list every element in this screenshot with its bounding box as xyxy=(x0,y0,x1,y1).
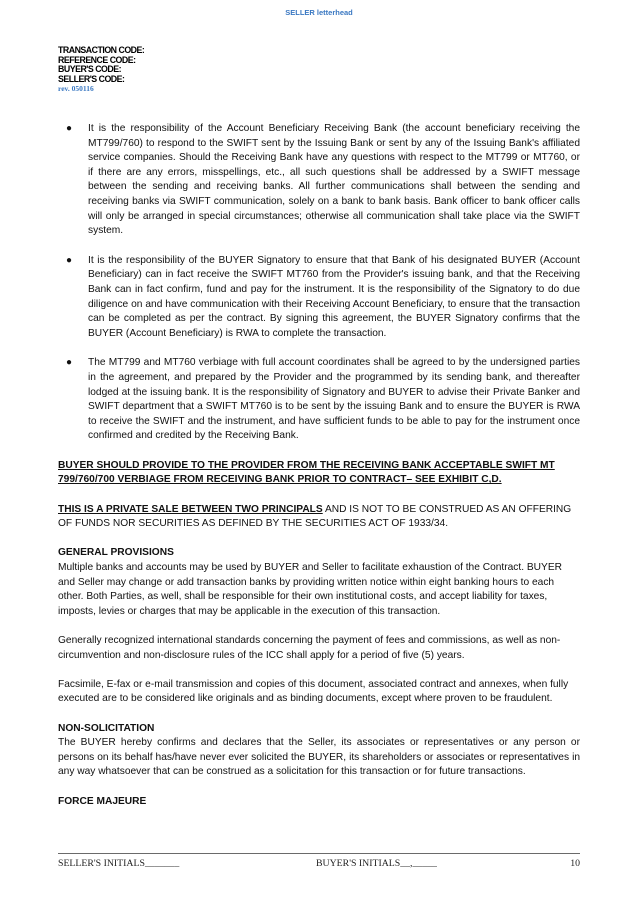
document-body xyxy=(58,122,580,809)
page-footer xyxy=(58,853,580,869)
private-sale-bold: THIS IS A PRIVATE SALE BETWEEN TWO PRINCIPALS xyxy=(58,503,323,515)
letterhead-title: SELLER letterhead xyxy=(285,8,353,17)
code-block xyxy=(58,46,144,94)
bullet-icon: ● xyxy=(66,254,73,266)
list-item xyxy=(58,122,580,239)
revision-label: rev. 050116 xyxy=(58,84,94,94)
list-item xyxy=(58,356,580,444)
private-sale-statement xyxy=(58,503,580,532)
force-majeure-heading: FORCE MAJEURE xyxy=(58,795,147,807)
seller-code-label: SELLER'S CODE: xyxy=(58,73,125,84)
non-solicitation-paragraph: The BUYER hereby confirms and declares that the Seller, its associates or representatives or any person or persons on its behalf has/have never ever solicited the BUYER, its shareholders or associates or representatives in any way whatsoever that can be construed as a solicitation for this transaction or for future transactions. xyxy=(58,737,580,778)
general-provisions-paragraph-3: Facsimile, E-fax or e-mail transmission and copies of this document, associated contract and annexes, when fully executed are to be considered like originals and as binding documents, except where proven to be fraudulent. xyxy=(58,678,569,705)
page-number: 10 xyxy=(570,858,580,869)
general-provisions-heading: GENERAL PROVISIONS xyxy=(58,547,174,559)
buyer-notice: BUYER SHOULD PROVIDE TO THE PROVIDER FROM THE RECEIVING BANK ACCEPTABLE SWIFT MT 799/760/700 VERBIAGE FROM RECEIVING BANK PRIOR TO CONTRACT– SEE EXHIBIT C,D. xyxy=(58,459,555,486)
list-item-text: It is the responsibility of the BUYER Signatory to ensure that that Bank of his designated BUYER (Account Beneficiary) can in fact receive the SWIFT MT760 from the Provider's issuing bank, and that the Receiving Bank can in fact confirm, fund and pay for the instrument. It is the responsibility of the Signatory to do due diligence on and have communication with their Receiving Account Beneficiary, to ensure that the transaction can be completed as per the contract. By signing this agreement, the BUYER Signatory confirms that the BUYER (Account Beneficiary) is RWA to complete the transaction. xyxy=(88,254,580,339)
list-item-text: The MT799 and MT760 verbiage with full account coordinates shall be agreed to by the undersigned parties in the agreement, and prepared by the Provider and the programmed by its sending bank, and thereafter lodged at the issuing bank. It is the responsibility of Signatory and BUYER to advise their Private Banker and SWIFT department that a SWIFT MT760 is to be sent by the issuing Bank and to ensure the BUYER is RWA to receive the SWIFT and the instrument, and have sufficient funds to be able to pay for the instrument once confirmed and credited by the Receiving Bank. xyxy=(88,357,580,442)
seller-initials: SELLER'S INITIALS_______ xyxy=(58,858,180,869)
transaction-code-label: TRANSACTION CODE: xyxy=(58,45,145,55)
reference-code-label: REFERENCE CODE: xyxy=(58,54,136,65)
private-sale-rest: AND IS NOT TO BE CONSTRUED AS AN OFFERING OF FUNDS NOR SECURITIES AS DEFINED BY THE SECURITIES ACT OF 1933/34. xyxy=(58,503,572,530)
bullet-icon: ● xyxy=(66,357,73,369)
buyer-initials: BUYER'S INITIALS__,_____ xyxy=(316,858,437,869)
responsibility-list xyxy=(58,122,580,444)
buyer-code-label: BUYER'S CODE: xyxy=(58,64,122,75)
non-solicitation-heading: NON-SOLICITATION xyxy=(58,722,155,734)
general-provisions-paragraph-1: Multiple banks and accounts may be used by BUYER and Seller to facilitate exhaustion of the Contract. BUYER and Seller may change or add transaction banks by providing written notice within eight banking hours to each other. Both Parties, as well, shall be responsible for their own institutional costs, and accept liability for taxes, imposts, levies or charges that may be applicable in the execution of this transaction. xyxy=(58,562,562,617)
list-item-text: It is the responsibility of the Account Beneficiary Receiving Bank (the account beneficiary receiving the MT799/760) to respond to the SWIFT sent by the Issuing Bank or sent by any of the Issuing Bank's affiliated service companies. Should the Receiving Bank have any questions with respect to the MT799 or MT760, or if there are any errors, misspellings, etc., all such questions shall be addressed by a SWIFT message between the sending and receiving banks. All further communications shall between the sending and receiving banks via SWIFT communication, solely on a bank to bank basis. Bank officer to bank officer calls will only be arranged in special circumstances; otherwise all communication shall take place via the SWIFT system. xyxy=(88,123,580,237)
list-item xyxy=(58,254,580,342)
general-provisions-paragraph-2: Generally recognized international standards concerning the payment of fees and commissions, as well as non-circumvention and non-disclosure rules of the ICC shall apply for a period of five (5) years. xyxy=(58,635,561,661)
bullet-icon: ● xyxy=(66,123,73,134)
